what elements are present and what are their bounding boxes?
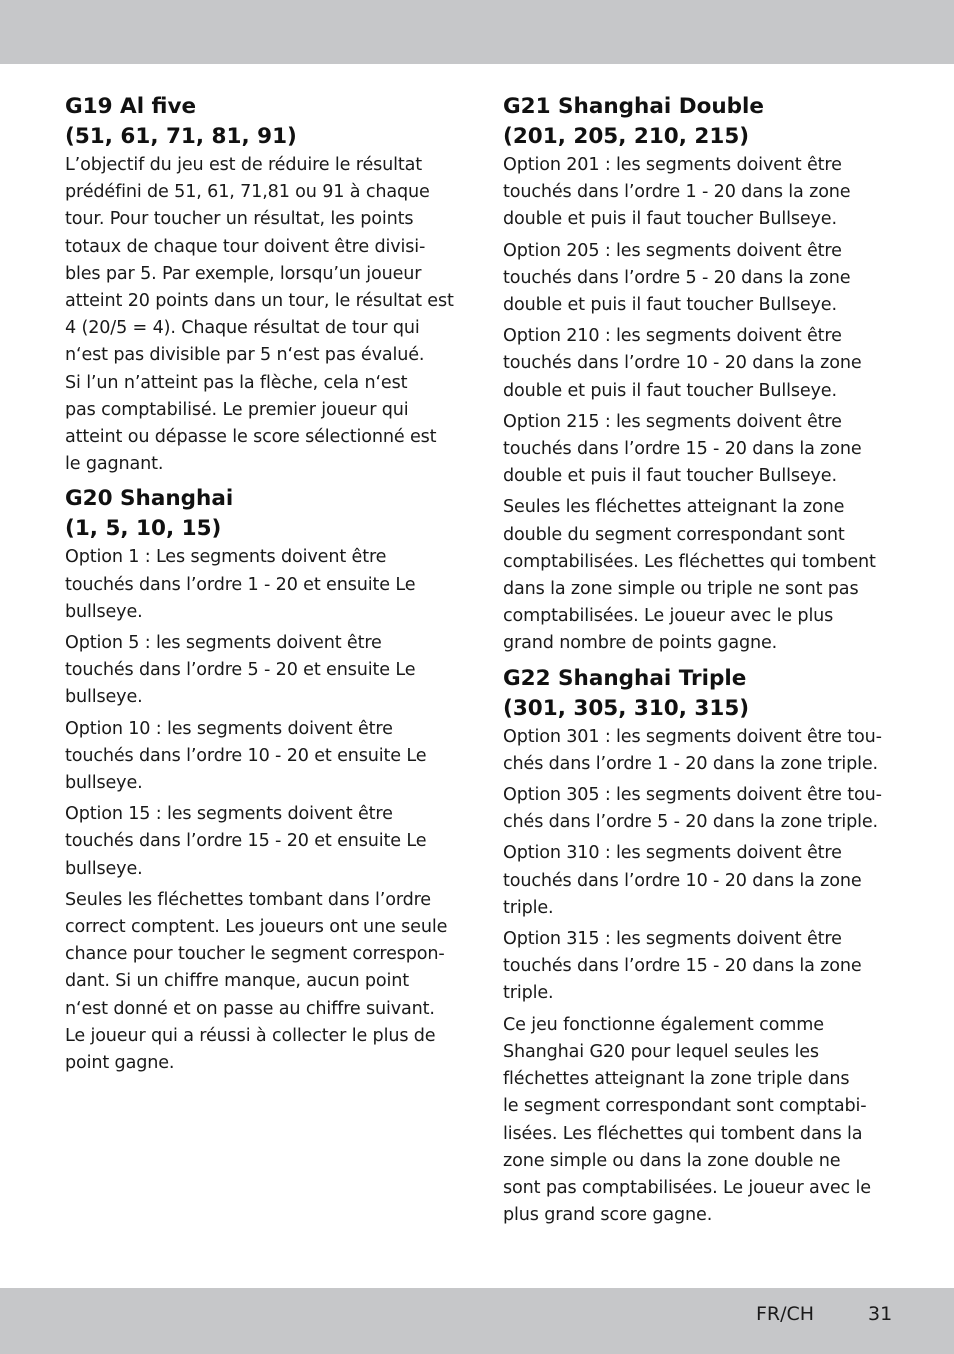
text-line: touchés dans l’ordre 10 - 20 et ensuite Le <box>65 745 427 766</box>
text-line: triple. <box>503 983 554 1004</box>
text-line: Option 5 : les segments doivent être <box>65 633 382 654</box>
paragraph <box>65 630 450 712</box>
text-line: comptabilisées. Les fléchettes qui tombent <box>503 551 876 572</box>
text-line: bles par 5. Par exemple, lorsqu’un joueur <box>65 263 422 284</box>
text-line: touchés dans l’ordre 5 - 20 dans la zone <box>503 267 851 288</box>
paragraph <box>503 782 895 836</box>
text-line: touchés dans l’ordre 5 - 20 et ensuite Le <box>65 660 416 681</box>
text-line: double du segment correspondant sont <box>503 524 845 545</box>
text-line: atteint ou dépasse le score sélectionné est <box>65 427 437 448</box>
text-line: totaux de chaque tour doivent être divisi- <box>65 236 426 257</box>
paragraph <box>503 409 895 491</box>
paragraph <box>65 801 450 883</box>
text-line: atteint 20 points dans un tour, le résultat est <box>65 291 454 312</box>
text-line: touchés dans l’ordre 10 - 20 dans la zone <box>503 870 862 891</box>
section-title-line: (1, 5, 10, 15) <box>65 516 222 542</box>
text-line: Option 315 : les segments doivent être <box>503 929 842 950</box>
text-line: touchés dans l’ordre 15 - 20 dans la zone <box>503 439 862 460</box>
paragraph <box>503 724 895 778</box>
section-title <box>65 92 450 152</box>
text-line: n‘est donné et on passe au chiffre suivant. <box>65 998 435 1019</box>
section-title <box>503 664 895 724</box>
text-line: Option 215 : les segments doivent être <box>503 411 842 432</box>
section-title <box>65 484 450 544</box>
section-title-line: G20 Shanghai <box>65 486 234 512</box>
text-line: lisées. Les fléchettes qui tombent dans la <box>503 1123 863 1144</box>
section-title-line: G19 Al five <box>65 94 197 119</box>
paragraph <box>503 238 895 320</box>
text-line: Le joueur qui a réussi à collecter le plus de <box>65 1025 436 1046</box>
text-line: Option 1 : Les segments doivent être <box>65 547 387 568</box>
text-line: dans la zone simple ou triple ne sont pas <box>503 579 859 600</box>
text-line: L’objectif du jeu est de réduire le résultat <box>65 155 423 175</box>
paragraph <box>65 887 450 1077</box>
text-line: Option 201 : les segments doivent être <box>503 155 842 175</box>
text-line: bullseye. <box>65 773 143 794</box>
text-line: chés dans l’ordre 5 - 20 dans la zone triple. <box>503 812 879 833</box>
text-line: touchés dans l’ordre 15 - 20 et ensuite Le <box>65 831 427 852</box>
text-line: touchés dans l’ordre 10 - 20 dans la zone <box>503 353 862 374</box>
text-line: n‘est pas divisible par 5 n‘est pas évalué. <box>65 345 425 366</box>
text-line: pas comptabilisé. Le premier joueur qui <box>65 399 409 420</box>
text-line: bullseye. <box>65 687 143 708</box>
text-line: Option 301 : les segments doivent être tou- <box>503 726 882 747</box>
right-column <box>503 92 895 1235</box>
section <box>503 664 895 1230</box>
text-line: chés dans l’ordre 1 - 20 dans la zone triple. <box>503 753 879 774</box>
text-line: Option 205 : les segments doivent être <box>503 240 842 261</box>
text-line: Ce jeu fonctionne également comme <box>503 1014 824 1035</box>
text-line: sont pas comptabilisées. Le joueur avec le <box>503 1177 871 1198</box>
text-line: bullseye. <box>65 601 143 622</box>
paragraph <box>65 716 450 798</box>
section <box>65 484 450 1077</box>
text-line: double et puis il faut toucher Bullseye. <box>503 295 837 316</box>
section <box>503 92 895 658</box>
paragraph <box>503 494 895 657</box>
section <box>65 92 454 478</box>
text-line: comptabilisées. Le joueur avec le plus <box>503 606 834 627</box>
text-line: Option 15 : les segments doivent être <box>65 804 393 825</box>
text-line: correct comptent. Les joueurs ont une seule <box>65 917 448 938</box>
text-line: touchés dans l’ordre 15 - 20 dans la zone <box>503 956 862 977</box>
header-bar <box>0 0 954 64</box>
paragraph <box>503 840 895 922</box>
paragraph <box>65 544 450 626</box>
paragraph <box>503 323 895 405</box>
paragraph <box>503 152 895 234</box>
text-line: zone simple ou dans la zone double ne <box>503 1150 841 1171</box>
text-line: Option 305 : les segments doivent être tou- <box>503 785 882 806</box>
text-line: double et puis il faut toucher Bullseye. <box>503 466 837 487</box>
text-line: dant. Si un chiffre manque, aucun point <box>65 971 410 992</box>
left-column <box>65 92 454 1083</box>
text-line: Seules les fléchettes tombant dans l’ordre <box>65 889 431 910</box>
section-title-line: (301, 305, 310, 315) <box>503 695 750 721</box>
paragraph <box>503 1012 895 1230</box>
text-line: tour. Pour toucher un résultat, les points <box>65 209 414 230</box>
text-line: touchés dans l’ordre 1 - 20 dans la zone <box>503 182 851 203</box>
paragraph <box>65 152 454 478</box>
text-line: bullseye. <box>65 858 143 879</box>
page-number: 31 <box>868 1303 893 1325</box>
section-title <box>503 92 895 152</box>
text-line: triple. <box>503 897 554 918</box>
text-line: point gagne. <box>65 1053 175 1074</box>
section-title-line: G22 Shanghai Triple <box>503 665 747 691</box>
paragraph <box>503 926 895 1008</box>
text-line: Option 10 : les segments doivent être <box>65 718 393 739</box>
text-line: Option 310 : les segments doivent être <box>503 843 842 864</box>
text-line: chance pour toucher le segment correspon- <box>65 944 445 965</box>
text-line: Seules les fléchettes atteignant la zone <box>503 497 845 518</box>
section-title-line: G21 Shanghai Double <box>503 94 764 119</box>
text-line: le gagnant. <box>65 454 164 475</box>
section-title-line: (51, 61, 71, 81, 91) <box>65 124 297 149</box>
text-line: prédéfini de 51, 61, 71,81 ou 91 à chaque <box>65 182 430 203</box>
text-line: plus grand score gagne. <box>503 1205 713 1226</box>
footer-language: FR/CH <box>756 1303 815 1325</box>
text-line: touchés dans l’ordre 1 - 20 et ensuite Le <box>65 574 416 595</box>
text-line: Option 210 : les segments doivent être <box>503 326 842 347</box>
text-line: 4 (20/5 = 4). Chaque résultat de tour qui <box>65 318 420 339</box>
section-title-line: (201, 205, 210, 215) <box>503 124 750 149</box>
text-line: double et puis il faut toucher Bullseye. <box>503 209 837 230</box>
text-line: Si l’un n’atteint pas la flèche, cela n‘est <box>65 372 408 393</box>
text-line: grand nombre de points gagne. <box>503 633 778 654</box>
text-line: fléchettes atteignant la zone triple dans <box>503 1069 850 1090</box>
text-line: Shanghai G20 pour lequel seules les <box>503 1041 819 1062</box>
text-line: le segment correspondant sont comptabi- <box>503 1096 867 1117</box>
text-line: double et puis il faut toucher Bullseye. <box>503 380 837 401</box>
